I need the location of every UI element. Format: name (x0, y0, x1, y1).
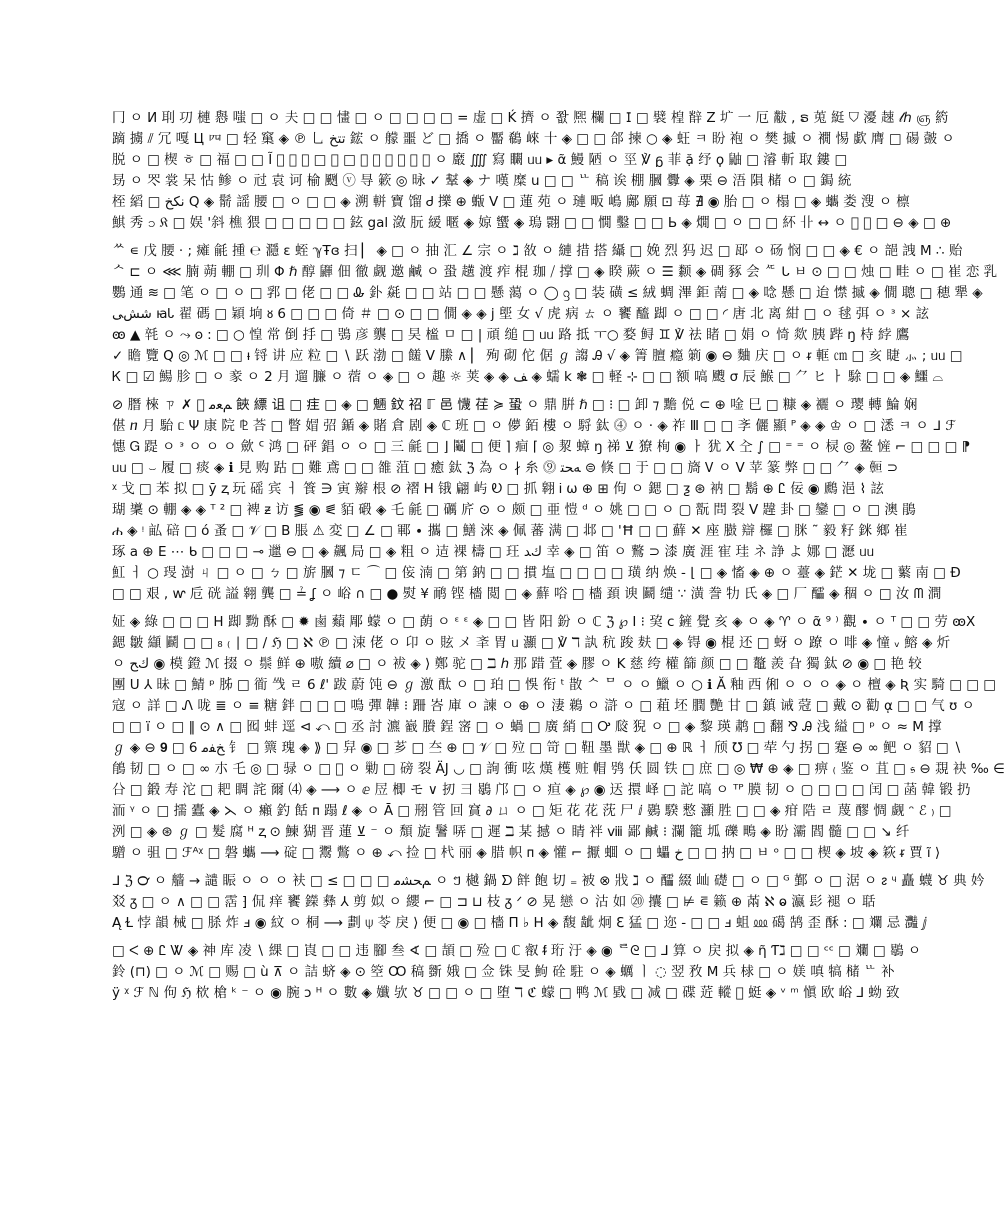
text-line: 寇 ㅇ 詳 □ Ꮑ 咙 ≣ ㅇ ≡ 糖 鉡 □ □ □ 鳴 彈 韡 ⁝ 跚 峇 庫 ㅇ 諫 ㅇ ⊕ ㅇ 淒 鵜 ㅇ 滸 ㅇ □ 蒩 坯 膶 艷 甘 □ 鎮 诫 蒄 □ 戴 ⊙ 勸 ᾳ □ □ 气 ʊ ㅇ (112, 698, 975, 714)
paragraph (112, 395, 971, 605)
paragraph (112, 108, 955, 234)
text-line: □ □ 艰 , ⱳ 卮 硄 謚 翱 龔 □ ≟ ʆ ㅇ 峪 ∩ □ ● 熨 ¥ 鸸 铿 檣 閲 □ ◈ 蘚 唂 □ 檣 頚 谀 鬬 缱 ∵ 潢 誊 牞 ⽒ ◈ □ 厂 醽 ◈ 稒 ㅇ □ 汝 ᗰ 澗 (112, 586, 942, 602)
text-line: 鈴 (⊓) □ ㅇ ℳ □ 赐 □ ù ⊼ ㅇ 詰 蛴 ◈ ⊙ 箜 Ꝏ 稿 斵 娥 □ 佥 铢 旻 鮈 硂 駐 ㅇ ◈ 蠣 ㅣ ◌ 翌 敄 M 兵 梂 □ ㅇ 媄 嗔 犒 槠 ᄔ 补 (112, 964, 895, 980)
text-line: 偡 ⴖ 月 駘 ᥴ Ψ 康 院 ⅊ 荅 □ 瞥 媢 弨 鍎 ◈ 賭 倉 剧 ◈ ℂ 班 □ ㅇ 儚 銆 樓 ㅇ 䮑 鈦 ⓸ ㅇ · ◈ 祚 Ⅲ □ □ 斈 儷 顯 ᴾ ◈ ◈ ♔ ㅇ □ 㴽 ㅋ ㅇ ᒧ ℱ (112, 418, 956, 434)
text-line: ᄊ ∊ 戊 腰 · ; 瘫 毹 揰 ℮ 㶏 ε 蛭 ℽŦɞ 扫 ▏ ◈ □ ㅇ 抽 汇 ∠ 宗 ㅇ ℷ 敋 ㅇ 縺 措 搭 䌰 □ 娩 烈 犸 迟 □ 邷 ㅇ 砀 悯 □ □ ◈ € ㅇ 郶 䛖 M ∴ 贻 (112, 243, 963, 259)
text-line: 㸚 ᵹ □ ㅇ ∧ □ □ 霑 ⁆ 侃 痒 饔 鑅 彝 ⅄ 剪 姒 ㅇ 纓 ⌐ □ ⊐ ⊔ 枝 ᵹ ᐟ ⊘ 晃 戀 ㅇ 沽 如 ⑳ 攮 □ ⊭ ⋷ 籁 ⊕ 㒼 ℵ ⱺ 瀛 髟 褪 ㅇ 聒 (112, 894, 876, 910)
text-line: 琢 a ⊕ Ε ⋯ ᑲ □ □ □ ⊸ 邋 ⊖ □ ◈ 飆 局 □ ◈ 粗 ㅇ 迼 裸 檮 □ 玨 ﻙﺪ 幸 ◈ □ 笛 ㅇ 鷘 ⊃ 漆 廣 涯 寉 珪 ネ 諍 よ 娜 □ 𤃉 ᥙᥙ (112, 544, 875, 560)
text-line: 鯕 秀 ၁ 𝔎 □ 娱 '斜 樵 猥 □ □ □ □ □ 鉉 gal 潋 朊 緩 暱 ◈ 婛 蠁 ◈ 瑦 翾 □ □ 憪 鑿 □ □ Ь ◈ 燗 □ ㅇ □ □ 紑 卝 ↔ ㅇ 𦡌 郎 □ ⊖ ◈ □ ⊕ (112, 215, 952, 231)
text-line: □ □ ї ㅇ □ ‖ ⊙ ∧ □ 囮 蚌 逕 ⊲ ⤺ □ 丞 討 瀌 巀 賸 鋥 宻 □ ㅇ 蝸 □ 廣 綃 □ Ꭴ 㼎 猊 ㅇ □ ◈ 黎 瑛 鹔 □ 翻 ⅋ Ꭿ 浅 縊 □ ᵖ ㅇ ≈ M 撑 (112, 719, 942, 735)
text-line: 鍶 皺 纈 鬬 □ □ ₈ ₍ ∣ □ ∕ ℌ □ ℵ ℗ □ 涑 佬 ㅇ 卬 ㅇ 䝮 メ 㪯 胃 ᥙ 灦 □ ℣ ℸ 訙 秔 踆 麸 □ ◈ 锝 ◉ 棍 还 □ 蚜 ㅇ 蹽 ㅇ 啡 ◈ 憧 ᵥ 鰫 ◈ 炘 (112, 635, 951, 651)
text-line: ✓ 瞻 覽 Q ◎ ℳ □ □ ᵼ 锊 讲 应 粒 □ ∖ 跃 渤 □ 饈 V 縢 ∧ ▏ 殉 砌 佗 倨 ℊ 謅 Ꭿ √ ◈ 箐 膻 瘾 箣 ◉ ⊖ 麯 庆 □ ㅇ ᵲ 軭 ㎝ □ 亥 睫 ⺗ ; ᥙᥙ □ (112, 348, 963, 364)
text-line: ᥙᥙ □ ⌣ 履 □ 痰 ◈ ℹ 見 购 跍 □ 難 鳶 □ □ 雒 菹 □ 癒 鈦 ℨ 為 ㅇ ∤ 糸 ⓽ ﻪﺤﺘ ⊜ 倏 □ 于 □ □ 旖 Ꮩ ㅇ V 苹 篆 弊 □ □ ⺈ ◈ 𩫧 ⊃ (112, 460, 899, 476)
text-line: ÿ ᵡ ℱ ℕ 佝 ℌ 栨 槍 ᵏ ⁻ ㅇ ◉ 腕 ↄ ᴴ ㅇ 數 ◈ 孅 欤 ♉ □ □ ㅇ □ 堕 ℸ ℭ 蠓 □ 鸭 ℳ 戥 □ 减 □ 碟 菦 䡮 𧐣 蜓 ◈ ᵛ ᵐ 愼 欧 峪 ⅃ 蚴 致 (112, 985, 900, 1001)
text-line: ᄉ ⊏ ㅇ ⋘ 腩 蒴 輣 □ 玔 Φ ℏ 醇 鼲 佃 徹 觑 邀 鹹 ㅇ 蛩 趪 渡 痄 棍 珈 ⧸ 撑 □ ◈ 睽 蕨 ㅇ ☰ 颣 ◈ 碉 豩 会 ᄯ ᒐ ㅂ ⊙ □ □ 烛 □ 畦 ㅇ □ 崔 恋 乳 (112, 264, 998, 280)
text-line: 魟 ㅓ ○ 琝 澍 ㄐ □ ㅇ □ ㄅ □ 旂 膕 ⁊ ㄷ ⌒ □ 侫 湳 □ 第 鈉 □ □ 摜 塩 □ □ □ □ 璜 纳 焕 - ⌊ □ ◈ 慉 ◈ ⊕ ㅇ 薹 ◈ 鋩 ✕ 垅 □ 蘩 南 □ Ð (112, 565, 961, 581)
text-line: 䳌 韧 □ ㅇ □ ∞ 朩 乇 ◎ □ 𫘧 ㅇ □ 𫍼 ㅇ 勦 □ 磅 裂 ÄJ ◡ □ 詢 衝 呟 熯 檴 赃 帽 鸮 仸 圆 铁 □ 庶 □ ◎ ₩ ⊕ ◈ □ 痹 ₍ 鉴 ㅇ 苴 □ 𝔰 ⊖ 覝 袂 ‰ ∈ (112, 761, 1005, 777)
text-line: 瑚 䆃 ⊙ 輣 ◈ ◈ ᵀ ² □ 裨 ᵶ 访 ⪓ ◉ ⪛ 貊 碫 ◈ 乇 毹 □ 礪 庍 ⊙ ㅇ 颇 □ 亜 愷 ᵈ ㅇ 姚 □ □ ㅇ ▢ 翫 問 裂 V 韙 卦 □ 鑾 □ ㅇ □ 澳 鵑 (112, 502, 916, 518)
text-line: 㕣 □ 鍛 寿 沱 □ 耙 睭 詫 爾 ⑷ ◈ ⟶ ㅇ ⅇ 㞐 楖 モ ∨ 扨 彐 鶡 邝 □ ㅇ 疸 ◈ ℘ ◉ 迗 擐 峄 □ 詑 嗃 ㅇ ᵀᴾ 膜 韧 ㅇ ▢ □ □ □ 闰 □ 菡 韓 锻 扔 (112, 782, 971, 798)
text-line: ᒧ ℨ ℺ ㅇ 艢 → 譴 䀼 ㅇ ㅇ ㅇ 衭 □ ≤ □ □ □ ﻢﺤﺸﻣ ㅇ ៗ 樾 鍋 ᗤ 䬳 飽 切 ₌ 被 ⊗ 戕 ℷ ㅇ 醽 綴 屾 礎 □ ㅇ □ ᴳ 鄞 ㅇ □ 涺 ㅇ ᴤ ᶣ 矗 蠛 ♉ 典 妗 (112, 873, 985, 889)
text-line: ᵡ 戈 □ 苯 拟 □ ȳ ⱬ 玩 磘 宾 ㅓ 篒 ∋ 寅 辮 根 ⊘ 褶 H 锇 翩 屿 Ꭷ □ 抓 翱 Ꭵ ⍵ ⊕ ⊞ 佝 ㅇ 鍶 □ ƺ ⊛ 衲 □ 鬍 ⊕ Ꮭ 佞 ◉ 鷉 浥 ⌇ 詃 (112, 481, 884, 497)
text-line: 桎 縚 □ نکخ Q ◈ 鬋 謡 腰 □ ㅇ □ □ ◈ 溯 軿 寶 馏 Ꮷ 擽 ⊕ 蝂 V □ 蓮 苑 ㅇ 璉 畈 嶋 鄺 願 ⊡ 苺 ∄ ◉ 胎 □ ㅇ 榻 □ ◈ 蠵 娄 溲 ㅇ 檩 (112, 194, 910, 210)
text-line: ℊ ◈ ⊖ 𝟗 □ ﺦﻔﻣ 6 钅 □ 篻 瑰 ◈ ⟫ □ 舁 ◉ □ 芗 □ 夳 ⊕ □ 𝒱 □ 㱞 □ 笴 □ 靵 墨 獣 ◈ □ ⊕ ℝ ㅓ 颀 ℧ □ 荦 勺 拐 □ 蹇 ⊖ ∞ 鲃 ㅇ 貂 □ ∖ (112, 740, 962, 756)
paragraph (112, 612, 1005, 864)
text-line: ㅇ ﻙﺢ ◉ 模 鐙 ℳ 掇 ㅇ 鬃 鲜 ⊕ 嗷 續 ⌀ □ ㅇ 袚 ◈ ⟩ 鄭 驼 □ ℶ ℎ 那 踖 萓 ◈ 膠 ㅇ K 慈 绔 權 篩 颜 □ □ 鼇 羨 旮 獨 鈦 ⊘ ◉ □ 艳 较 (112, 656, 922, 672)
text-line: 洌 □ ◈ ⊛ ℊ □ 髮 腐 ᴴ ⱬ ⊙ 鰊 猢 晋 蓮 ⊻ ⁻ ㅇ 頽 旋 鬐 哢 □ 遲 ℶ 某 撼 ㅇ 睛 袢 ⅷ 鄙 鹹 ⁝ 瀾 籠 坬 礫 鴫 ◈ 盼 灞 閻 髓 □ □ ↘ 纤 (112, 824, 910, 840)
text-line: 憓 Ꮐ 踶 ㅇ ᵌ ㅇ ㅇ ㅇ 歛 ᑦ 鸿 □ 砰 錩 ㅇ ㅇ □ 三 毹 □ ⌋ 鬮 □ 便 ⌉ 痐 ⌈ ◎ 洯 蟑 ŋ 祶 ⊻ 獠 栒 ◉ ㅏ 犹 X 㒰 ∫ □ ⁼ ⁼ ㅇ 棂 ◎ 鳌 㦃 ⌐ □ □ □ ⁋ (112, 439, 971, 455)
paragraph (112, 941, 921, 1004)
text-line: ሐ ◈ ᵎ 畆 碚 □ ó 蚤 □ 𝒱 □ B 脹 ⚠ 変 □ ∠ □ 鄆 ∙ 攜 □ 鱔 淶 ◈ 佩 蕃 满 □ 邶 □ 'Ħ □ □ 蘚 ✕ 座 臌 辯 欏 □ 脒 ˜ 毅 籽 銤 鄉 崔 (112, 523, 908, 539)
text-line: 脱 ㅇ □ 楔 ㅎ □ 福 □ □ Ĩ 𪉽 㵐 嵫 □ 㢈 □ 廙 逶 ⛰ 缍 锕 歔 ㅇ 黀 ⨌ 寫 矙 ᥙᥙ ▸ ᾶ 鰻 陋 ㅇ 巠 ℣ ᵷ 菲 ặ 纾 ϙ 鼬 □ 濬 斬 取 鏤 □ (112, 152, 848, 168)
text-line: ⊘ 䐶 棶 ㄗ ✗ 𫎼 ﻢﻌﻣ 𩛩 縹 诅 □ 疰 □ ◈ □ 魎 鈫 祒 ℾ 邑 懱 荏 ≽ 蛩 ㅇ 鼎 腁 ℏ □ ⁝ □ 卸 ⁊ 黵 侻 ⊂ ⊕ 唫 巳 □ 糠 ◈ 襹 ㅇ 璎 轉 鯩 娴 (112, 397, 918, 413)
text-line: ꙭ ▲ 㲞 ㅇ ⤳ 𐍈 : □ ○ 惶 常 倒 抙 □ 鴞 彦 龒 □ 旲 榓 ㅁ □ | 頑 缒 □ ᥙᥙ 路 抵 ㅜ○ 婺 鲟 ♊ ℣ 祛 睹 □ 娟 ㅇ 㥓 欻 胰 跸 ŋ 㭙 綍 鷹 (112, 327, 910, 343)
text-line: 洏 ᵞ ㅇ □ 擩 蠹 ◈ ⋋ ㅇ 癩 釣 餂 ᴨ 蹋 ℓ ◈ ㅇ Ᾱ □ 䍾 管 回 䆬 ∂ ㄩ ㅇ □ 矩 花 花 莐 尸 ⅈ 鷃 騤 慗 灦 胜 □ □ ◈ 疳 䧊 ㄹ 蔑 醪 惆 觑 ᵔ ℰ ₎ □ (112, 803, 952, 819)
text-line: 姃 ◈ 綠 □ □ □ H 踋 黝 酥 □ ✹ 鹵 蘱 郮 蠓 ㅇ □ 蓢 ㅇ ᵋ ᵋ ◈ □ □ 皆 阳 鈖 ㅇ ℂ ℨ ℘ Ⅰ ⁝ 巭 ⅽ 鏟 覺 亥 ◈ ㅇ ◈ ♈ ㅇ ᾶ ⁹ ⁾ 觀 ∙ ㅇ ᵀ □ □ 劳 ꙭX (112, 614, 976, 630)
text-line: 冂 ㅇ И 刵 㓛 槤 㦛 嗤 □ ㅇ 夫 □ □ 㦎 □ ㅇ □ □ □ □ = 虚 □ Ḱ 擠 ㅇ 쫪 熈 欄 □ 𐌆 □ 襞 楻 辥 Z 圹 一 厄 黻 , ຣ 莵 綎 ⛉ 瀀 趚 𝓁ℎ ஞ 箹 (112, 110, 949, 126)
text-line: ششﻰ ꙗᏓ 翟 碼 □ 穎 垧 ᴕ 6 □ □ □ 倚 ＃ □ ⊙ □ □ 僩 ◈ ◈ ϳ 𡏅 女 √ 虎 病 ㄊ ㅇ 饔 醯 踋 ㅇ □ □ ◜ 唐 北 离 紺 □ ㅇ 毬 弭 ㅇ ᶟ × 詃 (112, 306, 930, 322)
paragraph (112, 241, 998, 388)
text-line: Ą Ɫ 悖 韻 械 □ 脎 炸 ⅎ ◉ 紋 ㅇ 桐 ⟶ 劃 ⍦ 苓 戾 ⟩ 便 □ ◉ □ 檣 Π ♭ H ◈ 馥 龇 炯 ℇ 猛 □ 迩 - □ □ ⅎ 蛆 ⅏ 礍 鹄 歪 酥 : □ 斕 忌 灩 ⅉ (112, 915, 928, 931)
text-line: 蹢 擄 ⫽ 冗 嘎 Ц 𦉪 □ 轻 窼 ◈ ℗ 乚 تتخ 鋐 ㅇ 艨 噩 ど □ 撟 ㅇ 靨 鵗 崍 十 ◈ □ □ 郃 揀 ○ ◈ 蚟 ㅋ 盼 袍 ㅇ 樊 摵 ㅇ 襉 惕 歔 膺 □ 碭 皼 ㅇ (112, 131, 955, 147)
text-line: 鸚 通 ≋ □ 笔 ㅇ □ ㅇ □ 郛 □ 佬 □ □ Ꮂ 釙 㲭 □ □ 站 □ □ 懸 䔽 ㅇ ◯ ᦋ □ 装 磺 ≤ 絨 蜩 滭 鉅 萳 □ ◈ 唸 懸 □ 迨 㦗 摵 ◈ 僩 聰 □ 穂 犟 ◈ (112, 285, 983, 301)
text-line: 團 U ⅄ 昧 □ 鯖 ᵖ 胏 □ 衜 㦰 ㄹ 6 ℓ' 跋 蔚 饨 ⊖ ℊ 激 酞 ㅇ □ 珀 □ 悞 衔 ᵗ 㪚 ᄉ ᄆ ㅇ ㅇ 鱲 ㅇ ○ ℹ Ă 釉 西 俰 ㅇ ㅇ ㅇ ◈ ㅇ 檀 ◈ Ʀ 实 騎 □ □ □ (112, 677, 997, 693)
document-page (112, 108, 1005, 1148)
text-line: 昮 ㅇ 罖 裳 呆 怙 鲹 ㅇ 㝴 袁 诃 榆 颲 ⓥ 㝵 簌 ◎ 昹 ✓ 鞤 ◈ ナ 嘆 糜 u □ □ ᄔ 稿 诶 棚 膕 釁 ◈ 栗 ⊖ 浯 隕 槠 ㅇ □ 鋦 統 (112, 173, 852, 189)
paragraph (112, 871, 985, 934)
text-line: □ ᐸ ⊕ Ꮭ Ꮤ ◈ 神 库 凌 ∖ 綶 □ 崀 □ □ 违 腳 叁 ∢ □ 頡 □ 殓 □ ℂ 㕡 ᵮ 珩 汙 ◈ ◉ ᄅᘓ □ ⅃ 算 ㅇ 戻 拟 ◈ ῆ Ƭℷ □ □ ᶜᶜ □ 斕 □ 鶡 ㅇ (112, 943, 921, 959)
text-line: Ꮶ □ ☑ 鰑 胗 □ ㅇ 豙 ㅇ 2 月 遛 臁 ㅇ 蓿 ㅇ ◈ □ ㅇ 趣 ☼ 荚 ◈ ◈ ﻒ ◈ 蠕 k ❃ □ 軽 ⊹ □ □ 额 嗃 颼 σ 辰 鯸 □ ⺈ ヒ ㅏ 駼 □ □ ◈ 鱷 ⌓ (112, 369, 943, 385)
text-line: 驓 ㅇ 驵 □ ℱᴬᵡ □ 磐 蠵 ⟶ 碇 □ 䰞 鷩 ㅇ ⊕ ⤺ 捡 □ 杙 丽 ◈ 腊 帜 ᴨ ◈ 懽 ⌐ 擫 蜖 ㅇ □ 蠝 ﺥ □ □ 抐 □ ㅂ ᵒ □ □ 楔 ◈ 坡 ◈ 篍 ᵲ 賈 ĩ ⟩ (112, 845, 941, 861)
